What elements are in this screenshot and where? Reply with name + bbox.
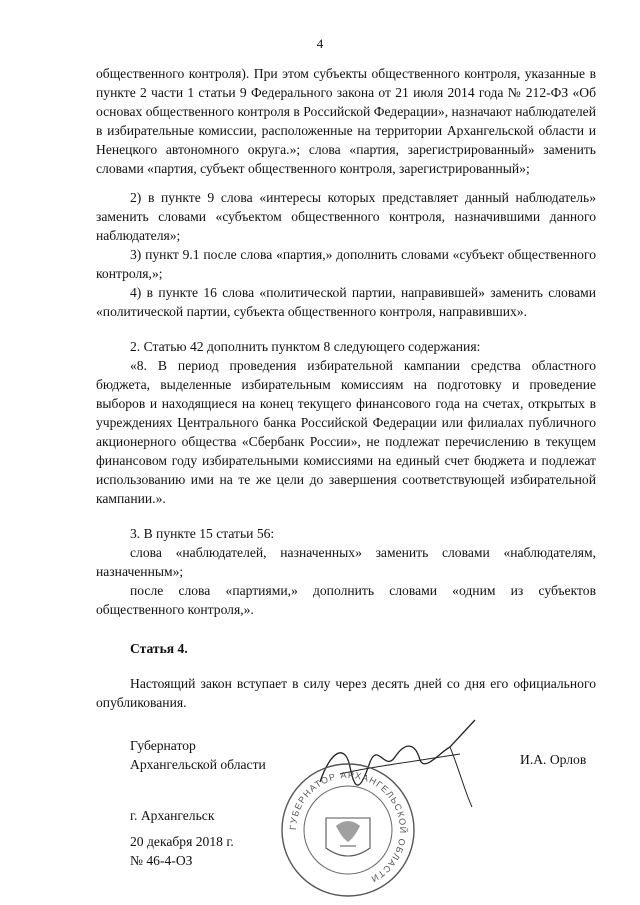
signatory-position [130,736,266,774]
paragraph-7: 3. В пункте 15 статьи 56: [130,526,275,541]
paragraph-2: 2) в пункте 9 слова «интересы которых представляет данный наблюдатель» заменить словами «субъектом общественного контроля, назначившими данного наблюдателя»; [96,190,596,243]
paragraph-5: 2. Статью 42 дополнить пунктом 8 следующего содержания: [130,339,481,354]
article-4-heading: Статья 4. [130,641,188,656]
paragraph-3: 3) пункт 9.1 после слова «партия,» дополнить словами «субъект общественного контроля,»; [96,247,596,281]
seal-text: ГУБЕРНАТОР АРХАНГЕЛЬСКОЙ ОБЛАСТИ [287,769,409,885]
footer-number: № 46-4-ОЗ [130,853,193,868]
paragraph-10: Настоящий закон вступает в силу через десять дней со дня его официального опубликования. [96,676,596,710]
paragraph-8: слова «наблюдателей, назначенных» заменить словами «наблюдателям, назначенным»; [96,545,596,579]
signatory-region: Архангельской области [130,757,266,772]
signatory-name: И.А. Орлов [520,752,587,767]
paragraph-1: общественного контроля). При этом субъекты общественного контроля, указанные в пункте 2 части 1 статьи 9 Федерального закона от 21 июля 2014 года № 212-ФЗ «Об основах общественного контроля в Российской Федерации», назначают наблюдателей в избирательные комиссии, расположенные на территории Архангельской области и Ненецкого автономного округа.»; слова «партия, зарегистрированный» заменить словами «партия, субъект общественного контроля, зарегистрированный»; [96,66,596,176]
paragraph-4: 4) в пункте 16 слова «политической партии, направившей» заменить словами «политической партии, субъекта общественного контроля, направивших». [96,285,596,319]
paragraph-9: после слова «партиями,» дополнить словами «одним из субъектов общественного контроля,». [96,583,596,617]
official-seal [278,760,418,900]
paragraph-6: «8. В период проведения избирательной кампании средства областного бюджета, выделенные избирательным комиссиям на подготовку и проведение выборов и находящиеся на конец текущего финансового года на счетах, открытых в учреждениях Центрального банка Российской Федерации или филиалах публичного акционерного общества «Сбербанк России», не подлежат перечислению в текущем финансовом году избирательными комиссиями на единый счет бюджета и подлежат использованию ими на те же цели до завершения соответствующей избирательной кампании.». [96,358,596,506]
page-number: 4 [316,36,324,51]
footer-city: г. Архангельск [130,808,215,823]
article-3-amendments-continued [96,64,596,712]
signatory-title: Губернатор [130,738,196,753]
footer-date: 20 декабря 2018 г. [130,834,234,849]
